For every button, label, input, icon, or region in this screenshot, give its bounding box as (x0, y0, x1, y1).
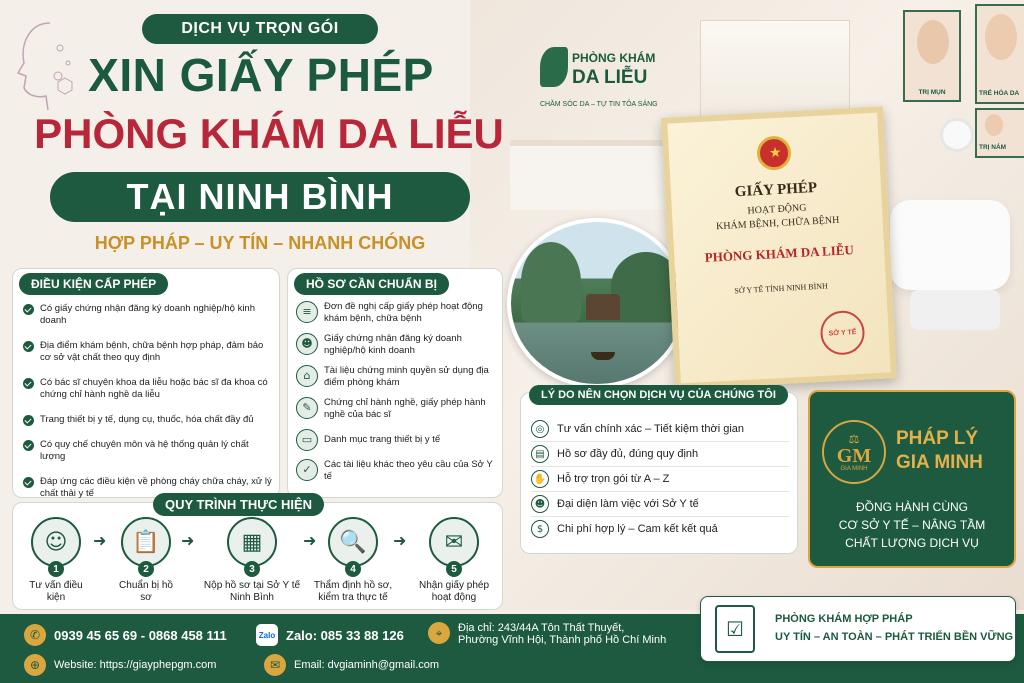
legal-badge-line2: UY TÍN – AN TOÀN – PHÁT TRIỂN BỀN VỮNG (775, 631, 1014, 643)
reason-item: ◎ Tư vấn chính xác – Tiết kiệm thời gian (531, 417, 789, 442)
checklist-shield-icon: ☑ (715, 605, 755, 653)
documents-list (296, 301, 498, 483)
check-icon (23, 341, 34, 352)
documents-item: ✓ Các tài liệu khác theo yêu cầu của Sở Y tế (296, 459, 498, 483)
arrow-right-icon: ➜ (181, 531, 195, 550)
license-sub1: HOẠT ĐỘNG (747, 202, 807, 217)
tagline: HỢP PHÁP – UY TÍN – NHANH CHÓNG (94, 233, 426, 253)
poster-melasma (975, 108, 1024, 158)
arrow-right-icon: ➜ (93, 531, 107, 550)
check-icon (23, 477, 34, 488)
leaf-face-icon (540, 47, 568, 87)
brand-name-line1: PHÁP LÝ (896, 428, 979, 449)
process-step (313, 517, 393, 604)
license-title: GIẤY PHÉP (734, 179, 818, 201)
clinic-sign (540, 45, 675, 115)
brand-motto-line1: ĐỒNG HÀNH CÙNG (855, 500, 968, 514)
clinic-sign-line2: DA LIỄU (572, 67, 648, 88)
mail-icon: ✉ (264, 654, 286, 676)
license-document (661, 106, 897, 389)
document-icon: ≡ (296, 301, 318, 323)
process-card (12, 497, 503, 610)
official-stamp (819, 310, 865, 356)
documents-item: ☻ Giấy chứng nhận đăng ký doanh nghiệp/hộ kinh doanh (296, 333, 498, 357)
lamp-icon (940, 118, 974, 152)
poster-label: TRẺ HÓA DA (979, 90, 1020, 97)
step-number: 4 (345, 561, 361, 577)
step-number: 2 (138, 561, 154, 577)
brand-motto-line3: CHẤT LƯỢNG DỊCH VỤ (845, 536, 979, 550)
documents-item: ⌂ Tài liệu chứng minh quyền sử dụng địa điểm phòng khám (296, 365, 498, 389)
documents-item: ▭ Danh mục trang thiết bị y tế (296, 429, 498, 451)
license-sub2: KHÁM BỆNH, CHỮA BỆNH (715, 214, 840, 233)
conditions-item: Địa điểm khám bệnh, chữa bệnh hợp pháp, đảm bảo cơ sở vật chất theo quy định (23, 340, 275, 364)
service-tag (142, 14, 378, 44)
people-icon: ☻ (531, 495, 549, 513)
face-photo (917, 20, 949, 64)
clinic-sign-line1: PHÒNG KHÁM (572, 51, 656, 65)
arrow-right-icon: ➜ (303, 531, 317, 550)
treatment-bed-base (910, 290, 1000, 330)
license-clinic: PHÒNG KHÁM DA LIỄU (704, 242, 855, 265)
check-icon (23, 378, 34, 389)
face-photo (985, 14, 1017, 60)
landscape-photo (507, 218, 687, 388)
inspect-icon: 🔍 (328, 517, 378, 567)
process-step (111, 517, 181, 604)
step-number: 1 (48, 561, 64, 577)
person-icon: ☻ (296, 333, 318, 355)
reason-item: ✋ Hỗ trợ trọn gói từ A – Z (531, 467, 789, 492)
boat-shape (591, 352, 615, 360)
footer-website[interactable]: ⊕ Website: https://giayphepgm.com (24, 654, 216, 676)
building-icon: ▦ (227, 517, 277, 567)
title-line3-pill (50, 172, 470, 222)
handshake-icon: ✋ (531, 470, 549, 488)
scales-icon: ⚖ (848, 432, 860, 446)
step-number: 3 (244, 561, 260, 577)
conditions-title: ĐIỀU KIỆN CẤP PHÉP (19, 273, 168, 295)
conditions-item: Trang thiết bị y tế, dụng cụ, thuốc, hóa chất đầy đủ (23, 414, 275, 426)
title-line1: XIN GIẤY PHÉP (88, 49, 434, 101)
logo-sub: GIA MINH (840, 466, 868, 472)
location-pin-icon: ⌖ (428, 622, 450, 644)
poster-rejuvenation (975, 4, 1024, 104)
footer-email[interactable]: ✉ Email: dvgiaminh@gmail.com (264, 654, 439, 676)
legal-badge (700, 596, 1016, 662)
folder-icon: ▤ (531, 445, 549, 463)
clinic-sign-slogan: CHĂM SÓC DA – TỰ TIN TỎA SÁNG (540, 101, 658, 108)
globe-icon: ⊕ (24, 654, 46, 676)
dollar-icon: $ (531, 520, 549, 538)
step-label: Thẩm định hồ sơ, kiểm tra thực tế (313, 580, 393, 603)
documents-item: ≡ Đơn đề nghị cấp giấy phép hoạt động khám bệnh, chữa bệnh (296, 301, 498, 325)
brand-card (808, 390, 1016, 568)
documents-item: ✎ Chứng chỉ hành nghề, giấy phép hành nghề của bác sĩ (296, 397, 498, 421)
reason-item: $ Chi phí hợp lý – Cam kết kết quả (531, 517, 789, 541)
reasons-card (520, 389, 798, 554)
poster-label: TRỊ MỤN (918, 89, 946, 96)
process-step (197, 517, 307, 604)
license-icon: ✉ (429, 517, 479, 567)
phone-icon: ✆ (24, 624, 46, 646)
check-icon (23, 304, 34, 315)
title-line3: TẠI NINH BÌNH (126, 176, 394, 217)
documents-title: HỒ SƠ CẦN CHUẨN BỊ (294, 273, 449, 295)
poster-label: TRỊ NÁM (979, 144, 1007, 151)
reason-item: ☻ Đại diện làm việc với Sở Y tế (531, 492, 789, 517)
house-icon: ⌂ (296, 365, 318, 387)
footer-address: ⌖ Địa chỉ: 243/44A Tôn Thất Thuyết, Phường Vĩnh Hội, Thành phố Hồ Chí Minh (428, 622, 666, 646)
brand-name-line2: GIA MINH (896, 452, 983, 473)
conditions-item: Có bác sĩ chuyên khoa da liễu hoặc bác sĩ đa khoa có chứng chỉ hành nghề da liễu (23, 377, 275, 401)
conditions-item: Đáp ứng các điều kiện về phòng cháy chữa cháy, xử lý chất thải y tế (23, 476, 275, 500)
check-icon (23, 440, 34, 451)
step-number: 5 (446, 561, 462, 577)
process-step (409, 517, 499, 604)
shield-icon: ✓ (296, 459, 318, 481)
process-step (21, 517, 91, 604)
monitor-icon: ▭ (296, 429, 318, 451)
conditions-item: Có giấy chứng nhận đăng ký doanh nghiệp/hộ kinh doanh (23, 303, 275, 327)
step-label: Nhận giấy phép hoạt động (418, 580, 490, 603)
reason-item: ▤ Hồ sơ đầy đủ, đúng quy định (531, 442, 789, 467)
step-label: Chuẩn bị hồ sơ (119, 580, 173, 603)
reasons-list (531, 417, 789, 541)
process-title: QUY TRÌNH THỰC HIỆN (153, 493, 324, 516)
national-emblem-icon: ★ (756, 135, 792, 171)
consultant-icon: ☺ (31, 517, 81, 567)
clipboard-icon: 📋 (121, 517, 171, 567)
reasons-title: LÝ DO NÊN CHỌN DỊCH VỤ CỦA CHÚNG TÔI (529, 385, 788, 405)
arrow-right-icon: ➜ (393, 531, 407, 550)
treatment-bed (890, 200, 1010, 290)
logo-letters: GM (836, 445, 872, 467)
check-icon (23, 415, 34, 426)
face-photo (985, 114, 1003, 136)
stamp-text: SỞ Y TẾ (828, 328, 857, 338)
poster-acne (903, 10, 961, 102)
title-line2: PHÒNG KHÁM DA LIỄU (34, 110, 504, 157)
footer-zalo[interactable]: Zalo Zalo: 085 33 88 126 (256, 624, 404, 646)
brand-logo (822, 420, 886, 484)
conditions-card (12, 268, 280, 498)
zalo-icon: Zalo (256, 624, 278, 646)
step-label: Tư vấn điều kiện (29, 580, 83, 603)
step-label: Nộp hồ sơ tại Sở Y tế Ninh Bình (203, 580, 301, 603)
footer-phone[interactable]: ✆ 0939 45 65 69 - 0868 458 111 (24, 624, 227, 646)
target-icon: ◎ (531, 420, 549, 438)
license-issuer: SỞ Y TẾ TỈNH NINH BÌNH (734, 281, 829, 296)
face-lineart-icon (10, 18, 80, 113)
documents-card (287, 268, 503, 498)
pagoda-shape (586, 294, 620, 320)
brand-motto-line2: CƠ SỞ Y TẾ – NÂNG TẦM (838, 518, 986, 532)
conditions-list (23, 303, 275, 500)
mountain-shape (521, 242, 581, 322)
legal-badge-line1: PHÒNG KHÁM HỢP PHÁP (775, 613, 913, 625)
certificate-icon: ✎ (296, 397, 318, 419)
conditions-item: Có quy chế chuyên môn và hệ thống quản lý chất lượng (23, 439, 275, 463)
service-tag-text: DỊCH VỤ TRỌN GÓI (181, 20, 339, 37)
